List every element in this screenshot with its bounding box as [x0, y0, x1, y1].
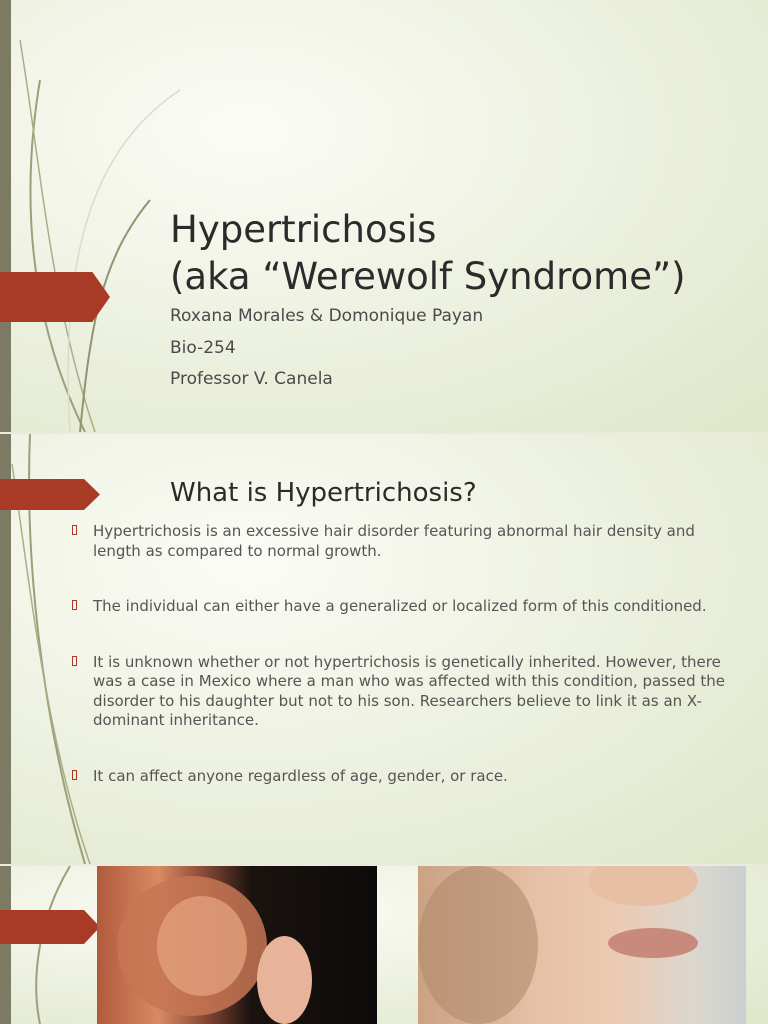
images-slide — [0, 866, 768, 1024]
list-item — [72, 522, 732, 561]
title-line-2: (aka “Werewolf Syndrome”) — [170, 255, 686, 298]
course: Bio-254 — [170, 338, 236, 358]
bullet-text: The individual can either have a generalized or localized form of this conditioned. — [93, 597, 707, 615]
bullet-text: It is unknown whether or not hypertrichosis is genetically inherited. However, there was a case in Mexico where a man who was affected with this condition, passed the disorder to his daughter but not to his son. Researchers believe to link it as an X-dominant inheritance. — [93, 652, 725, 729]
bullet-list — [72, 522, 732, 786]
hypertrichosis-photo-2 — [418, 866, 746, 1024]
bullet-text: It can affect anyone regardless of age, gender, or race. — [93, 766, 508, 785]
section-arrow-marker — [0, 910, 100, 944]
section-title: What is Hypertrichosis? — [170, 478, 477, 508]
bullet-text: Hypertrichosis is an excessive hair disorder featuring abnormal hair density and length as compared to normal growth. — [93, 522, 695, 560]
title-slide — [0, 0, 768, 432]
hypertrichosis-photo-1 — [97, 866, 377, 1024]
list-item — [72, 597, 732, 617]
bullet-icon — [72, 525, 77, 535]
bullet-icon — [72, 600, 77, 610]
section-arrow-marker — [0, 479, 100, 510]
bullet-icon — [72, 656, 77, 666]
list-item — [72, 767, 732, 787]
professor: Professor V. Canela — [170, 369, 333, 389]
list-item — [72, 653, 732, 731]
authors: Roxana Morales & Domonique Payan — [170, 306, 484, 326]
page-title — [170, 206, 686, 300]
definition-slide — [0, 434, 768, 864]
bullet-icon — [72, 770, 77, 780]
title-arrow-marker — [0, 272, 110, 322]
title-line-1: Hypertrichosis — [170, 208, 437, 251]
